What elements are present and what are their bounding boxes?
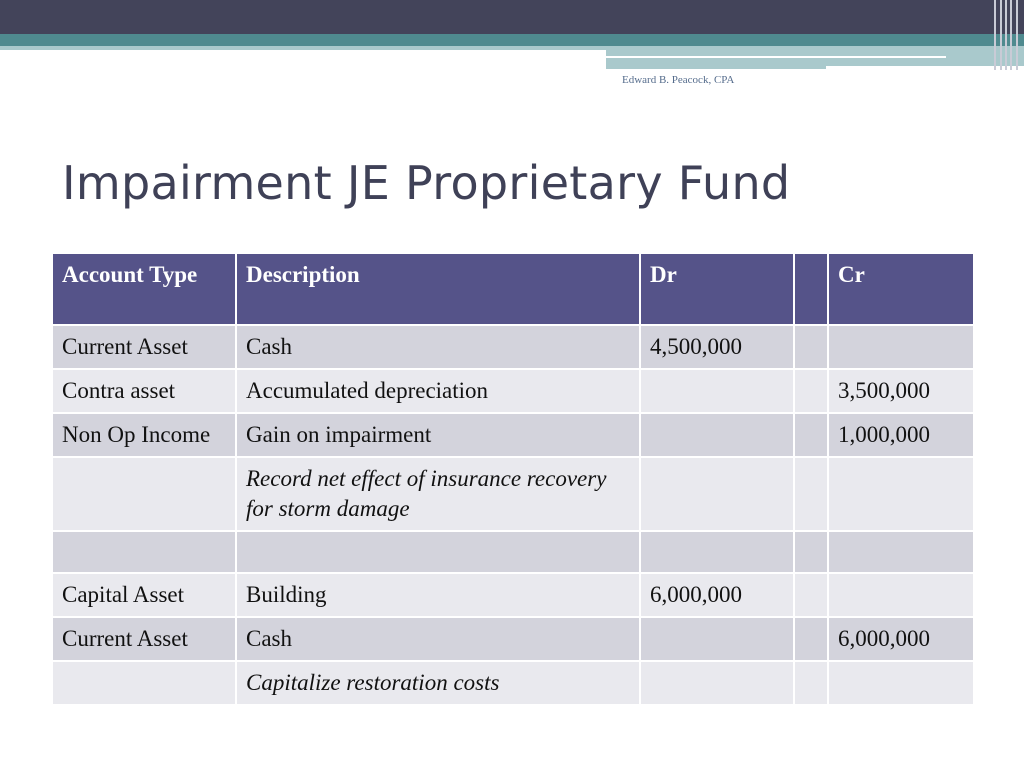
cell-blank [794,531,828,573]
cell-account-type: Capital Asset [52,573,236,617]
table-row [52,413,974,457]
cell-blank [794,457,828,531]
header-cr: Cr [828,253,974,325]
cell-dr [640,457,794,531]
cell-description-memo: Record net effect of insurance recovery for storm damage [236,457,640,531]
cell-dr: 4,500,000 [640,325,794,369]
cell-account-type: Current Asset [52,617,236,661]
table-row [52,661,974,705]
table-row [52,531,974,573]
cell-blank [794,617,828,661]
header-band-line [606,56,946,58]
cell-blank [794,369,828,413]
header-band-line-lower [606,66,826,69]
table-row [52,369,974,413]
cell-account-type [52,457,236,531]
cell-cr: 3,500,000 [828,369,974,413]
cell-cr [828,661,974,705]
table-row [52,457,974,531]
cell-blank [794,661,828,705]
cell-blank [794,325,828,369]
cell-dr [640,413,794,457]
header-band-light [0,46,606,50]
cell-dr [640,369,794,413]
cell-account-type [52,531,236,573]
header-vertical-stripes [990,0,1024,70]
cell-account-type: Contra asset [52,369,236,413]
cell-blank [794,413,828,457]
cell-dr: 6,000,000 [640,573,794,617]
cell-description-memo: Capitalize restoration costs [236,661,640,705]
header-dr: Dr [640,253,794,325]
slide-title: Impairment JE Proprietary Fund [62,156,791,210]
cell-description: Accumulated depreciation [236,369,640,413]
cell-account-type [52,661,236,705]
cell-cr [828,325,974,369]
table-row [52,325,974,369]
table-row [52,573,974,617]
table-header-row [52,253,974,325]
cell-description [236,531,640,573]
cell-cr [828,573,974,617]
cell-cr [828,531,974,573]
header-band-teal [0,34,1024,46]
cell-account-type: Non Op Income [52,413,236,457]
cell-dr [640,617,794,661]
cell-description: Building [236,573,640,617]
cell-account-type: Current Asset [52,325,236,369]
journal-entry-table [51,252,975,706]
cell-blank [794,573,828,617]
cell-dr [640,531,794,573]
cell-cr: 6,000,000 [828,617,974,661]
cell-description: Cash [236,325,640,369]
header-blank [794,253,828,325]
author-credit: Edward B. Peacock, CPA [622,74,735,86]
cell-description: Cash [236,617,640,661]
header-account-type: Account Type [52,253,236,325]
cell-description: Gain on impairment [236,413,640,457]
table-row [52,617,974,661]
header-band-dark [0,0,1024,34]
cell-dr [640,661,794,705]
cell-cr [828,457,974,531]
header-description: Description [236,253,640,325]
cell-cr: 1,000,000 [828,413,974,457]
